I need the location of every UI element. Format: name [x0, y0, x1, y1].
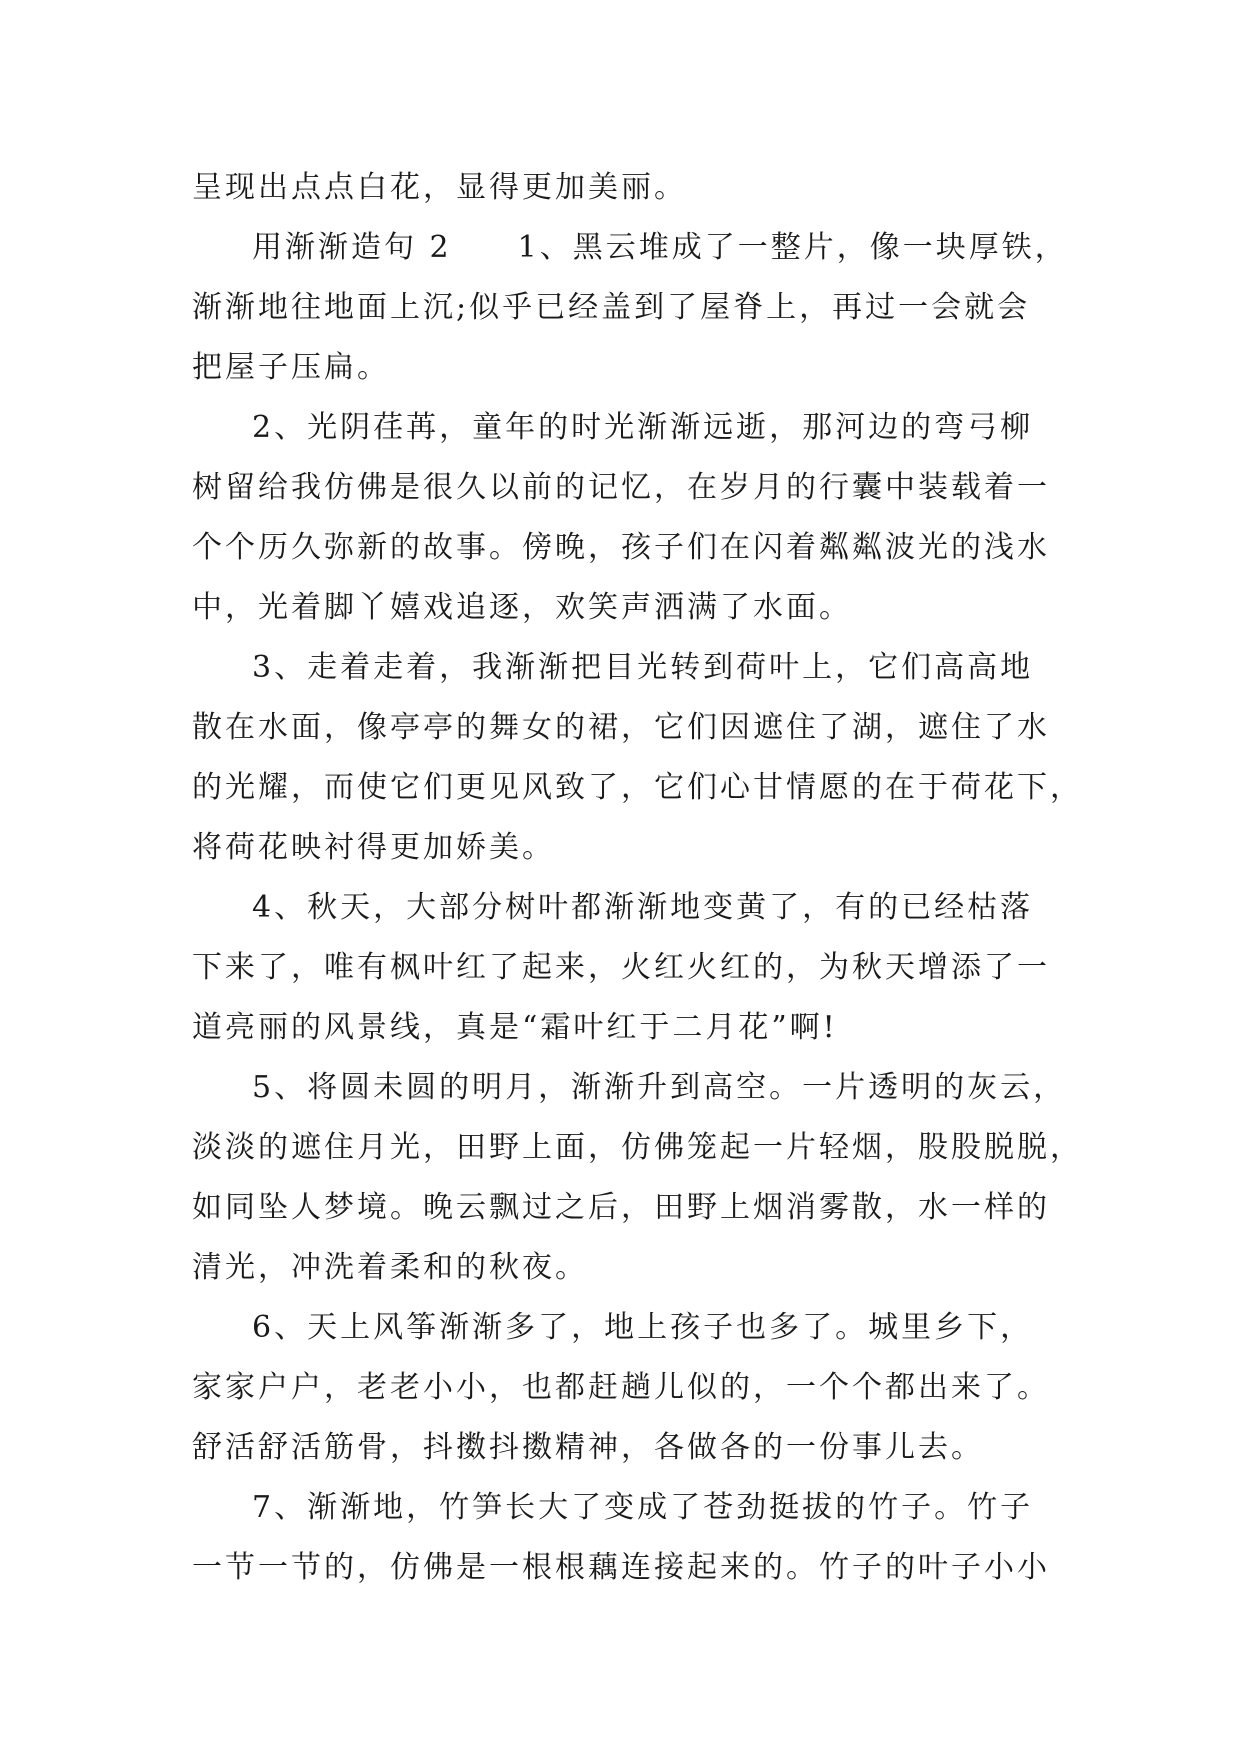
body-text — [192, 158, 1083, 1598]
text-line: 中，光着脚丫嬉戏追逐，欢笑声洒满了水面。 — [192, 590, 852, 625]
text-line: 一节一节的，仿佛是一根根藕连接起来的。竹子的叶子小小 — [192, 1550, 1050, 1585]
paragraph-7 — [192, 1478, 1072, 1598]
text-line: 的光耀，而使它们更见风致了，它们心甘情愿的在于荷花下， — [192, 770, 1083, 805]
paragraph-2 — [192, 398, 1072, 638]
paragraph-1 — [192, 218, 1072, 398]
text-line: 清光，冲洗着柔和的秋夜。 — [192, 1250, 588, 1285]
text-line: 5、将圆未圆的明月，渐渐升到高空。一片透明的灰云， — [252, 1070, 1067, 1105]
paragraph-5 — [192, 1058, 1083, 1298]
text-line: 7、渐渐地，竹笋长大了变成了苍劲挺拔的竹子。竹子 — [252, 1490, 1034, 1525]
paragraph-3 — [192, 638, 1083, 878]
text-line: 树留给我仿佛是很久以前的记忆，在岁月的行囊中装载着一 — [192, 470, 1050, 505]
text-line: 下来了，唯有枫叶红了起来，火红火红的，为秋天增添了一 — [192, 950, 1050, 985]
text-line: 把屋子压扁。 — [192, 350, 390, 385]
text-line: 家家户户，老老小小，也都赶趟儿似的，一个个都出来了。 — [192, 1370, 1050, 1405]
text-line: 个个历久弥新的故事。傍晚，孩子们在闪着粼粼波光的浅水 — [192, 530, 1050, 565]
text-line: 6、天上风筝渐渐多了，地上孩子也多了。城里乡下， — [252, 1310, 1034, 1345]
text-line: 散在水面，像亭亭的舞女的裙，它们因遮住了湖，遮住了水 — [192, 710, 1050, 745]
text-line: 如同坠人梦境。晚云飘过之后，田野上烟消雾散，水一样的 — [192, 1190, 1050, 1225]
paragraph-6 — [192, 1298, 1072, 1478]
text-line: 将荷花映衬得更加娇美。 — [192, 830, 555, 865]
text-line: 3、走着走着，我渐渐把目光转到荷叶上，它们高高地 — [252, 650, 1034, 685]
text-line: 2、光阴荏苒，童年的时光渐渐远逝，那河边的弯弓柳 — [252, 410, 1034, 445]
paragraph-0 — [192, 158, 1072, 218]
text-line: 渐渐地往地面上沉;似乎已经盖到了屋脊上，再过一会就会 — [192, 290, 1031, 325]
text-line: 4、秋天，大部分树叶都渐渐地变黄了，有的已经枯落 — [252, 890, 1034, 925]
text-line: 呈现出点点白花，显得更加美丽。 — [192, 170, 687, 205]
paragraph-4 — [192, 878, 1072, 1058]
text-line: 淡淡的遮住月光，田野上面，仿佛笼起一片轻烟，股股脱脱， — [192, 1130, 1083, 1165]
text-line: 道亮丽的风景线，真是“霜叶红于二月花”啊! — [192, 1010, 838, 1045]
text-line: 舒活舒活筋骨，抖擞抖擞精神，各做各的一份事儿去。 — [192, 1430, 984, 1465]
text-line: 用渐渐造句 2 1、黑云堆成了一整片，像一块厚铁， — [252, 230, 1068, 265]
